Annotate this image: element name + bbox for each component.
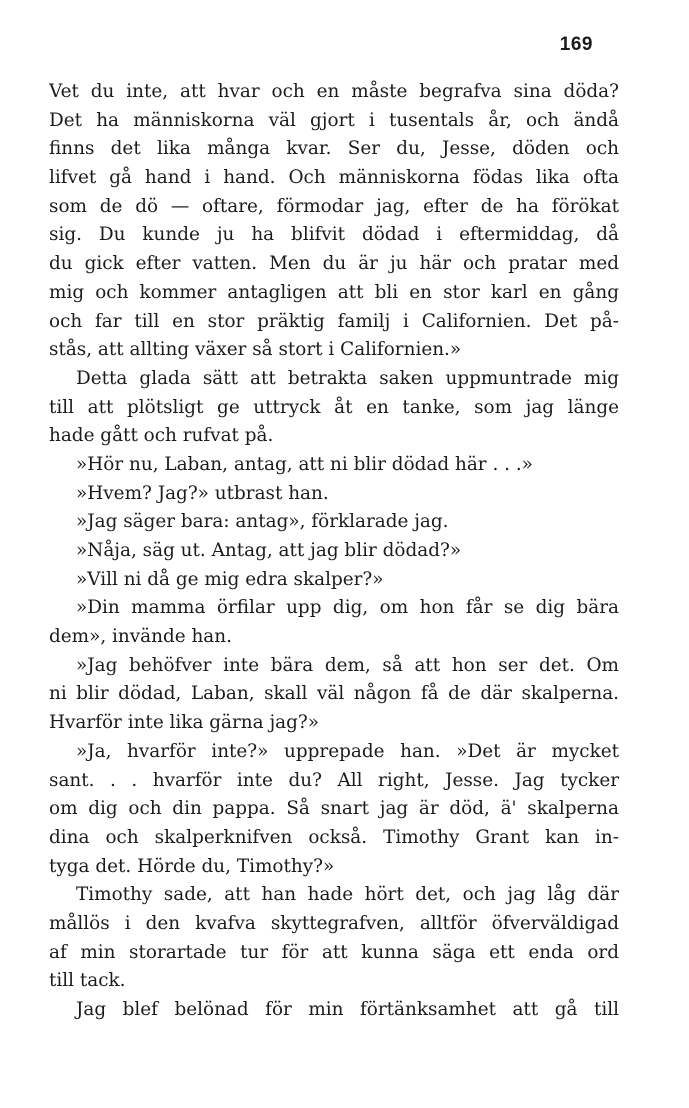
text-line: Timothy sade, att han hade hört det, och jag låg där [76, 884, 619, 906]
text-line: Vet du inte, att hvar och en måste begrafva sina döda? [49, 81, 619, 102]
text-line: »Ja, hvarför inte?» upprepade han. »Det är mycket [76, 740, 619, 762]
text-line: dem», invände han. [49, 626, 232, 648]
text-line: ni blir dödad, Laban, skall väl någon få de där skalperna. [49, 683, 619, 705]
text-line: stås, att allting växer så stort i Californien.» [49, 339, 462, 361]
text-line: hade gått och rufvat på. [49, 425, 274, 447]
text-line: »Jag behöfver inte bära dem, så att hon ser det. Om [76, 654, 619, 676]
text-line: tyga det. Hörde du, Timothy?» [49, 855, 335, 877]
text-line: sig. Du kunde ju ha blifvit dödad i eftermiddag, då [49, 224, 619, 246]
text-line: finns det lika många kvar. Ser du, Jesse, döden och [49, 138, 619, 160]
text-line: du gick efter vatten. Men du är ju här och pratar med [49, 253, 619, 275]
text-line: af min storartade tur för att kunna säga ett enda ord [49, 941, 619, 963]
text-line: »Nåja, säg ut. Antag, att jag blir dödad?» [76, 540, 462, 561]
text-line: »Vill ni då ge mig edra skalper?» [76, 568, 384, 590]
text-line: »Hör nu, Laban, antag, att ni blir dödad här . . .» [76, 453, 533, 475]
text-line: som de dö — oftare, förmodar jag, efter de ha förökat [49, 195, 619, 217]
text-line: lifvet gå hand i hand. Och människorna födas lika ofta [49, 167, 619, 189]
text-line: om dig och din pappa. Så snart jag är död, ä' skalperna [49, 798, 619, 820]
body-text [49, 78, 619, 1025]
text-line: Det ha människorna väl gjort i tusentals år, och ändå [49, 109, 619, 131]
text-line: mig och kommer antagligen att bli en stor karl en gång [49, 281, 619, 303]
text-line: till att plötsligt ge uttryck åt en tanke, som jag länge [49, 396, 619, 418]
text-line: »Din mamma örfilar upp dig, om hon får se dig bära [76, 597, 619, 619]
text-line: dina och skalperknifven också. Timothy Grant kan in- [49, 826, 619, 848]
text-line: Hvarför inte lika gärna jag?» [49, 712, 319, 734]
text-line: Detta glada sätt att betrakta saken uppmuntrade mig [76, 367, 619, 389]
page-number: 169 [559, 34, 593, 55]
text-line: sant. . . hvarför inte du? All right, Jesse. Jag tycker [49, 769, 619, 791]
text-line: »Hvem? Jag?» utbrast han. [76, 482, 329, 504]
text-line: Jag blef belönad för min förtänksamhet att gå till [76, 999, 619, 1020]
text-line: och far till en stor präktig familj i Californien. Det på- [49, 310, 619, 332]
text-line: mållös i den kvafva skyttegrafven, alltför öfverväldigad [49, 912, 619, 934]
text-line: »Jag säger bara: antag», förklarade jag. [76, 511, 449, 533]
text-line: till tack. [49, 970, 126, 992]
